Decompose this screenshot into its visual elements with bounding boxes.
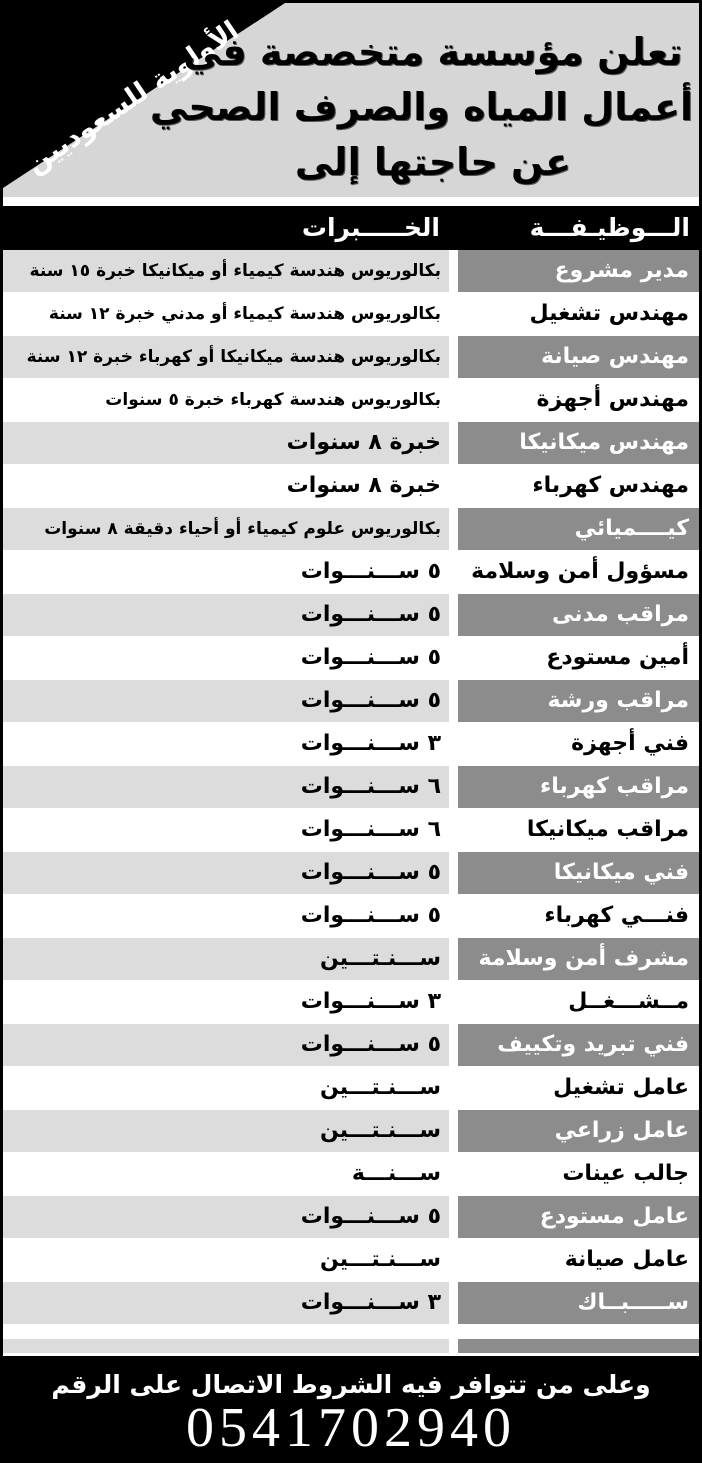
- job-experience: ســـنـتـــين: [3, 938, 449, 980]
- table-row: [3, 1282, 699, 1325]
- job-title: مهندس كهرباء: [532, 473, 689, 498]
- job-experience: بكالوريوس هندسة كيمياء أو مدني خبرة ١٢ سنة: [48, 304, 441, 324]
- job-title: فنـــي كهرباء: [544, 903, 689, 928]
- job-experience: ٥ ســـنـــوات: [3, 1196, 449, 1238]
- job-experience: ٣ ســـنـــوات: [3, 1282, 449, 1324]
- table-row: [3, 551, 699, 594]
- empty-row: [3, 1325, 699, 1339]
- job-title: مسؤول أمن وسلامة: [471, 559, 689, 584]
- job-experience: ســـنـتـــين: [319, 1247, 441, 1272]
- table-row: [3, 637, 699, 680]
- table-row: [3, 766, 699, 809]
- job-experience: ٥ ســـنـــوات: [300, 903, 441, 928]
- table-row: [3, 723, 699, 766]
- job-experience: بكالوريوس هندسة كيمياء أو ميكانيكا خبرة ١٥ سنة: [3, 250, 449, 292]
- job-title: مراقب ميكانيكا: [526, 817, 689, 842]
- job-title: عامل زراعي: [458, 1110, 699, 1152]
- job-title: مهندس ميكانيكا: [458, 422, 699, 464]
- job-title: جالب عينات: [562, 1161, 689, 1186]
- job-experience: ٣ ســـنـــوات: [300, 989, 441, 1014]
- job-title: عامل صيانة: [564, 1247, 689, 1272]
- table-row: [3, 336, 699, 379]
- title-line-3: عن حاجتها إلى: [294, 140, 572, 184]
- job-experience: ٦ ســـنـــوات: [300, 817, 441, 842]
- table-row: [3, 981, 699, 1024]
- header-banner: [3, 3, 699, 197]
- title-line-1: تعلن مؤسسة متخصصة في: [183, 30, 683, 74]
- job-title: فني تبريد وتكييف: [458, 1024, 699, 1066]
- job-title: كيــــميائي: [458, 508, 699, 550]
- job-experience: ٥ ســـنـــوات: [3, 1024, 449, 1066]
- column-header-job: الـــوظيـفـــة: [529, 213, 690, 242]
- table-row: [3, 938, 699, 981]
- job-title: مشرف أمن وسلامة: [458, 938, 699, 980]
- job-title: أمين مستودع: [546, 645, 689, 670]
- job-title: فني أجهزة: [571, 731, 689, 756]
- table-row: [3, 1024, 699, 1067]
- column-header-experience: الخـــــبرات: [301, 213, 440, 242]
- job-experience: ٥ ســـنـــوات: [3, 852, 449, 894]
- table-row: [3, 1196, 699, 1239]
- job-experience: ٦ ســـنـــوات: [3, 766, 449, 808]
- table-row: [3, 293, 699, 336]
- job-title: فني ميكانيكا: [458, 852, 699, 894]
- job-title: مهندس صيانة: [458, 336, 699, 378]
- announcement-title: [149, 25, 693, 190]
- contact-instructions: وعلى من تتوافر فيه الشروط الاتصال على الرقم: [51, 1370, 651, 1399]
- job-title: عامل تشغيل: [553, 1075, 689, 1100]
- job-experience: ٣ ســـنـــوات: [300, 731, 441, 756]
- table-row: [3, 250, 699, 293]
- jobs-table: [3, 250, 699, 1356]
- saudi-priority-ribbon: الأولوية للسعوديين: [20, 15, 245, 181]
- empty-gray-row: [3, 1339, 699, 1353]
- job-experience: بكالوريوس هندسة ميكانيكا أو كهرباء خبرة ١٢ سنة: [3, 336, 449, 378]
- table-row: [3, 809, 699, 852]
- job-experience: بكالوريوس هندسة كهرباء خبرة ٥ سنوات: [105, 390, 441, 410]
- table-row: [3, 1067, 699, 1110]
- table-row: [3, 1110, 699, 1153]
- job-experience: ســـنـــة: [351, 1161, 441, 1186]
- table-row: [3, 594, 699, 637]
- job-title: عامل مستودع: [458, 1196, 699, 1238]
- job-title: ســـــبــاك: [458, 1282, 699, 1324]
- job-title: مهندس تشغيل: [529, 301, 689, 326]
- divider: [3, 1353, 699, 1356]
- job-experience: ســـنـتـــين: [319, 1075, 441, 1100]
- table-row: [3, 1153, 699, 1196]
- table-row: [3, 379, 699, 422]
- table-row: [3, 422, 699, 465]
- table-row: [3, 852, 699, 895]
- job-title: مــشـــغــل: [568, 989, 689, 1014]
- divider: [3, 197, 699, 206]
- job-experience: ســـنـتـــين: [3, 1110, 449, 1152]
- job-title: مهندس أجهزة: [536, 387, 689, 412]
- title-line-2: أعمال المياه والصرف الصحي: [149, 85, 693, 129]
- table-row: [3, 465, 699, 508]
- job-title: مراقب مدنى: [458, 594, 699, 636]
- job-experience: ٥ ســـنـــوات: [300, 559, 441, 584]
- job-experience: ٥ ســـنـــوات: [3, 680, 449, 722]
- job-title: مراقب كهرباء: [458, 766, 699, 808]
- job-title: مدير مشروع: [458, 250, 699, 292]
- table-row: [3, 508, 699, 551]
- job-experience: خبرة ٨ سنوات: [286, 473, 441, 498]
- table-row: [3, 895, 699, 938]
- job-title: مراقب ورشة: [458, 680, 699, 722]
- job-experience: ٥ ســـنـــوات: [3, 594, 449, 636]
- job-experience: بكالوريوس علوم كيمياء أو أحياء دقيقة ٨ سنوات: [3, 508, 449, 550]
- table-row: [3, 680, 699, 723]
- job-experience: خبرة ٨ سنوات: [3, 422, 449, 464]
- table-row: [3, 1239, 699, 1282]
- job-experience: ٥ ســـنـــوات: [300, 645, 441, 670]
- contact-phone-number: 0541702940: [186, 1397, 516, 1459]
